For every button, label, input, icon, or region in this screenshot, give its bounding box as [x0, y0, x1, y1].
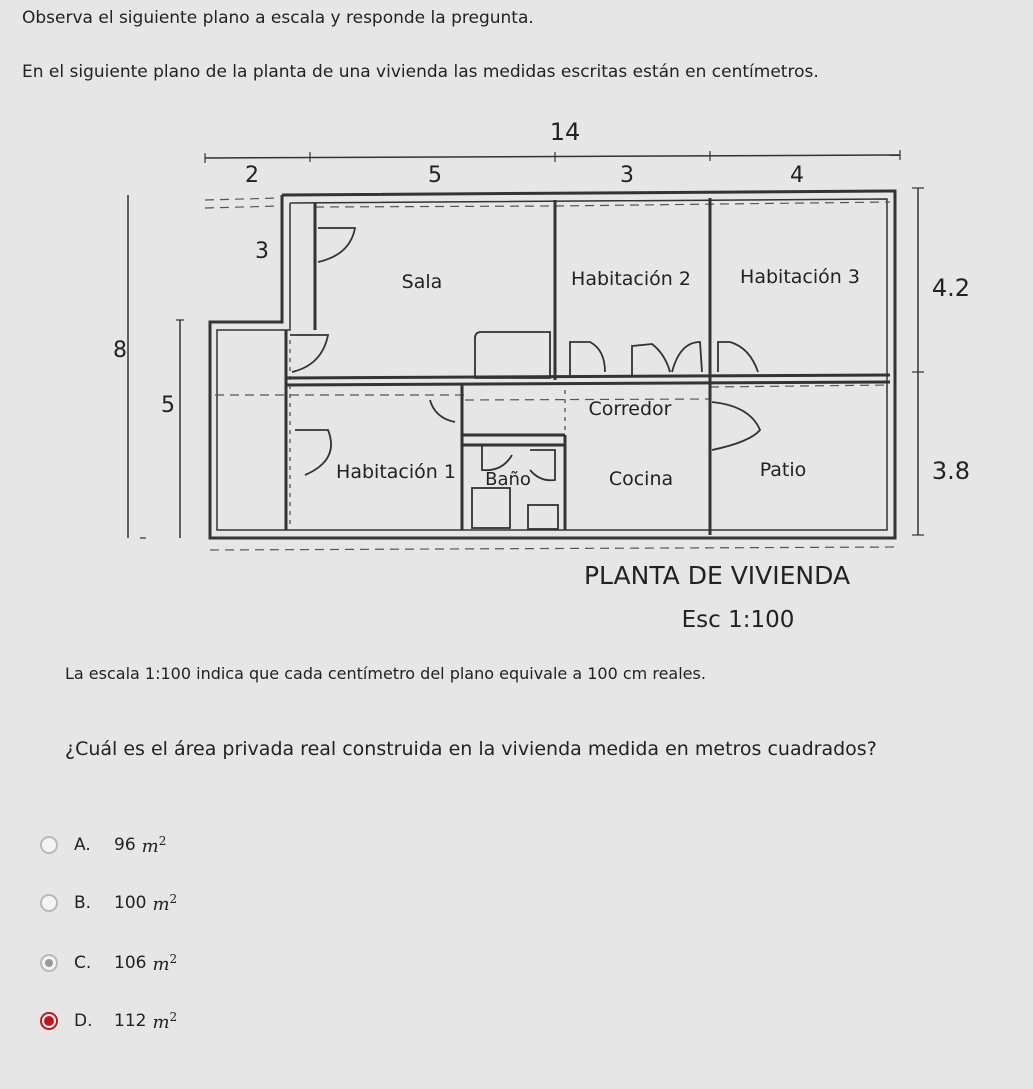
- dimension-line-top: [205, 155, 900, 158]
- description-text: En el siguiente plano de la planta de una vivienda las medidas escritas están en centímetros.: [22, 62, 819, 82]
- dim-segment-1: 2: [245, 163, 259, 188]
- option-value: 112: [114, 1011, 147, 1031]
- option-unit: $m^2$: [152, 891, 178, 915]
- floor-plan: [100, 110, 971, 640]
- room-label-habitacion-2: Habitación 2: [571, 268, 691, 290]
- option-b[interactable]: [40, 883, 340, 923]
- option-d[interactable]: [40, 1001, 340, 1041]
- radio-icon[interactable]: [40, 894, 58, 912]
- plan-title: PLANTA DE VIVIENDA: [583, 561, 851, 590]
- dim-left-outer: 8: [113, 338, 127, 363]
- option-value: 100: [114, 893, 147, 913]
- dim-right-bottom: 3.8: [931, 457, 971, 485]
- option-unit: $m^2$: [141, 833, 167, 857]
- radio-icon[interactable]: [40, 954, 58, 972]
- interior-walls: [285, 198, 890, 535]
- option-unit: $m^2$: [152, 951, 178, 975]
- door-dashes: [290, 340, 565, 525]
- room-label-bano: Baño: [485, 469, 531, 490]
- room-label-cocina: Cocina: [608, 468, 674, 490]
- option-value: 106: [114, 953, 147, 973]
- room-label-sala: Sala: [401, 271, 443, 293]
- plan-scale: Esc 1:100: [681, 607, 795, 633]
- room-label-habitacion-1: Habitación 1: [336, 461, 456, 483]
- dim-right-top: 4.2: [931, 274, 971, 302]
- room-label-patio: Patio: [759, 459, 807, 481]
- room-label-corredor: Corredor: [588, 398, 672, 420]
- room-label-habitacion-3: Habitación 3: [740, 266, 860, 288]
- question-text: ¿Cuál es el área privada real construida en la vivienda medida en metros cuadrados?: [65, 738, 877, 760]
- dim-left-inner: 5: [161, 393, 175, 418]
- option-letter: C.: [74, 953, 92, 973]
- intro-text: Observa el siguiente plano a escala y responde la pregunta.: [22, 8, 534, 28]
- dim-segment-4: 4: [790, 163, 804, 188]
- option-value: 96: [114, 835, 136, 855]
- radio-selected-icon[interactable]: [40, 1012, 58, 1030]
- radio-icon[interactable]: [40, 836, 58, 854]
- dim-segment-2: 5: [428, 163, 442, 188]
- dim-total-width: 14: [549, 118, 581, 146]
- option-letter: D.: [74, 1011, 93, 1031]
- option-c[interactable]: [40, 943, 340, 983]
- dim-segment-3: 3: [620, 163, 634, 188]
- option-letter: A.: [74, 835, 91, 855]
- dim-left-small: 3: [255, 239, 269, 264]
- scale-note: La escala 1:100 indica que cada centímetro del plano equivale a 100 cm reales.: [65, 664, 706, 683]
- option-unit: $m^2$: [152, 1009, 178, 1033]
- outer-walls: [210, 191, 895, 538]
- option-letter: B.: [74, 893, 92, 913]
- option-a[interactable]: [40, 825, 340, 865]
